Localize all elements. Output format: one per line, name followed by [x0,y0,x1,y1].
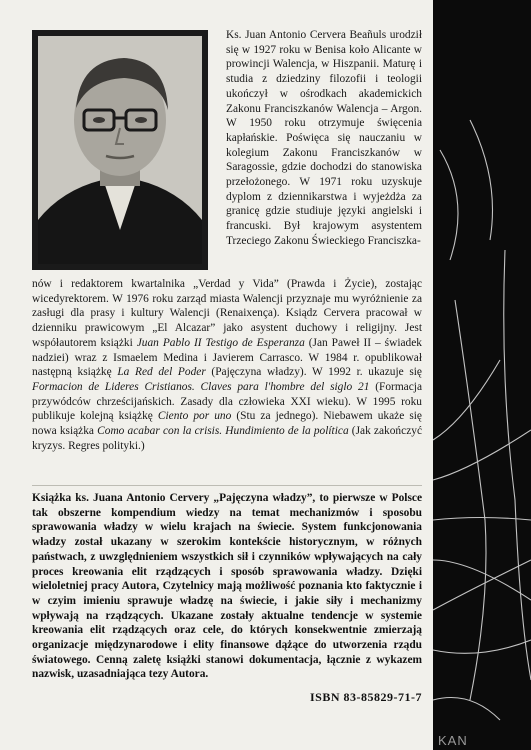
watermark-text: KAN [438,733,468,748]
author-bio-top: Ks. Juan Antonio Cervera Beañuls urodził się w 1927 roku w Benisa koło Alicante w prowincji Walencja, w Hiszpanii. Maturę i studia z dziedziny filozofii i teologii ukończył w ośrodkach akademickich Zakonu Franciszkanów Walencja – Argon. W 1950 roku otrzymuje święcenia kapłańskie. Poświęca się nauczaniu w kolegium Zakonu Franciszkanów w Saragossie, gdzie dochodzi do stanowiska przełożonego. W 1971 roku uzyskuje dyplom z dziennikarstwa i wyjeżdża za granicę gdzie studiuje języki angielski i francuski. Był krajowym asystentem Trzeciego Zakonu Świeckiego Franciszka- [226,29,422,247]
book-title-juan-pablo: Juan Pablo II Testigo de Esperanza [136,336,305,349]
isbn-number: ISBN 83-85829-71-7 [309,690,422,704]
bio-text-2: (Jan Paweł II – świadek nadziei) wraz z Ismaelem Medina i Javierem Carrasco. W 1984 r. opublikował następną książkę [32,336,422,379]
book-title-la-red: La Red del Poder [117,366,206,379]
bio-text-1: nów i redaktorem kwartalnika „Verdad y Vida” (Prawda i Życie), zostając wicedyrektorem. W 1976 roku zarząd miasta Walencji przyznaje mu wyróżnienie za zasługi dla prasy i kultury Walencji (Renaixença). Ksiądz Cervera pracował w dzienniku prawicowym „El Alcazar” jako asystent duchowy i religijny. Jest współautorem książki [32,278,422,349]
bio-text-6: (Jak zakończyć kryzys. Regres polityki.) [32,425,422,452]
book-title-como-acabar: Como acabar con la crisis. Hundimiento de la política [97,425,349,438]
bio-text-3: (Pajęczyna władzy). W 1992 r. ukazuje się [205,366,422,379]
author-portrait-image [32,30,208,270]
bio-text-5: (Stu za jednego). Niebawem ukaże się nowa książka [32,410,422,438]
section-divider [32,485,422,486]
author-bio-continued [32,277,422,453]
book-title-ciento: Ciento por uno [157,410,232,423]
bio-text-4: (Formacja przywódców chrześcijańskich. Zasady dla człowieka XXI wieku). W 1995 roku publikuje kolejną książkę [32,380,423,423]
book-description: Książka ks. Juana Antonio Cervery „Pajęczyna władzy”, to pierwsze w Polsce tak obszerne kompendium wiedzy na temat mechanizmów i sposobu sprawowania władzy w wielu krajach na świecie. System funkcjonowania władzy został ukazany w szerokim kontekście historycznym, w różnych państwach, z uwzględnieniem wszystkich sił i czynników wpływających na cały proces kreowania elit rządzących i sposób sprawowania władzy. Dzięki wieloletniej pracy Autora, Czytelnicy mają możliwość poznania kto faktycznie i w czyim imieniu sprawuje władzę na świecie, i jakie siły i mechanizmy wpływają na rządzących. Ukazane zostały aktualne tendencje w systemie kreowania elit rządzących oraz cele, do których konsekwentnie zmierzają organizacje międzynarodowe i elity finansowe dążące do utworzenia rządu światowego. Cenną zaletę książki stanowi dokumentacja, łącznie z wykazem nazwisk, uzasadniająca tezy Autora. [32,492,422,681]
book-title-formacion: Formacion de Lideres Cristianos. Claves para l'hombre del siglo 21 [32,380,370,393]
author-photo [32,30,208,270]
